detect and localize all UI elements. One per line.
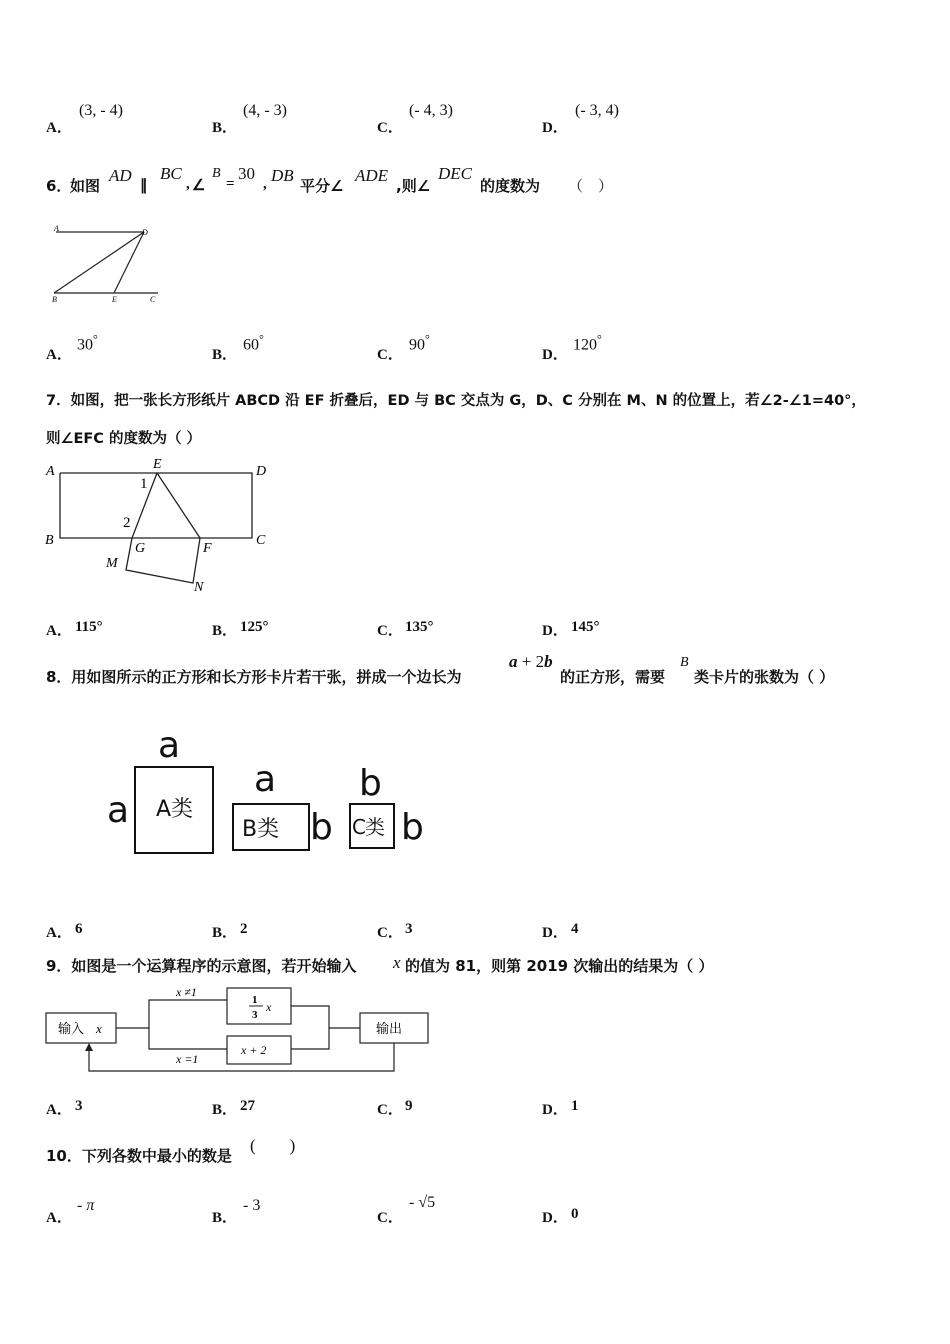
q9-option-c-value: 9 <box>405 1098 413 1114</box>
q8-text-2: 的正方形，需要 <box>560 668 666 686</box>
q6-comma-2: , <box>263 176 267 192</box>
q7-option-c-letter[interactable]: C． <box>377 623 403 639</box>
q6-option-d-value: 120° <box>573 332 602 354</box>
q8-card-a-left-label: a <box>107 790 130 831</box>
q8-card-c-top-label: b <box>359 763 382 804</box>
q7-label-n: N <box>194 580 204 595</box>
q7-label-2: 2 <box>123 515 131 531</box>
q6-label-d: D <box>142 228 148 237</box>
q8-option-d-value: 4 <box>571 921 579 937</box>
q6-b: B <box>212 166 221 181</box>
q10-stem: 10．下列各数中最小的数是 <box>46 1147 232 1165</box>
q7-figure <box>40 455 280 597</box>
q9-line-top-in <box>116 1000 227 1028</box>
q9-frac-var: x <box>266 1000 272 1014</box>
q6-option-c-letter[interactable]: C． <box>377 347 403 363</box>
q8-card-b <box>232 803 310 851</box>
q9-output-label: 输出 <box>376 1021 403 1036</box>
q7-option-d-letter[interactable]: D． <box>542 623 568 639</box>
q6-label-a: A <box>54 224 59 233</box>
q9-line-bottom-out <box>291 1028 329 1049</box>
q8-card-c <box>349 803 395 849</box>
q6-ad: AD <box>109 166 132 185</box>
q6-option-a-letter[interactable]: A． <box>46 347 72 363</box>
q7-option-c-value: 135° <box>405 619 434 635</box>
q8-expression: a + 2b <box>509 652 553 671</box>
q5-option-d-letter[interactable]: D． <box>542 120 568 136</box>
q9-option-b-letter[interactable]: B． <box>212 1102 238 1118</box>
q7-label-f: F <box>203 541 212 556</box>
q9-line-bottom-in <box>149 1028 227 1049</box>
q9-cond-bottom: x =1 <box>176 1052 199 1066</box>
q6-comma-1: , <box>186 176 190 192</box>
q7-label-m: M <box>106 556 118 571</box>
q7-line-ef <box>157 473 200 538</box>
q6-text-1: 如图 <box>70 177 101 195</box>
q10-paren: ( ) <box>250 1136 296 1155</box>
q6-bc: BC <box>160 164 182 183</box>
q7-rectangle <box>60 473 252 538</box>
q7-option-a-value: 115° <box>75 619 103 635</box>
q7-label-g: G <box>135 541 146 556</box>
q7-label-d: D <box>256 464 267 479</box>
q9-cond-top: x ≠1 <box>176 985 197 999</box>
q5-option-c-letter[interactable]: C． <box>377 120 403 136</box>
q9-input-label: 输入 <box>58 1021 85 1036</box>
q10-option-b-value: - 3 <box>243 1197 261 1214</box>
q6-option-c-value: 90° <box>409 332 430 354</box>
q9-text-2: 的值为 81，则第 2019 次输出的结果为（ ） <box>405 957 714 975</box>
q9-x: x <box>393 953 401 972</box>
q7-option-b-letter[interactable]: B． <box>212 623 238 639</box>
q5-option-d-value: (- 3, 4) <box>575 102 619 119</box>
q9-flowchart <box>44 983 434 1078</box>
q6-line-bd <box>54 232 144 293</box>
q8-text-1: 8．用如图所示的正方形和长方形卡片若干张，拼成一个边长为 <box>46 668 462 686</box>
q7-option-b-value: 125° <box>240 619 269 635</box>
q8-option-c-letter[interactable]: C． <box>377 925 403 941</box>
q10-option-a-value: - π <box>77 1197 95 1214</box>
q9-frac-den: 3 <box>252 1009 258 1021</box>
q8-option-a-value: 6 <box>75 921 83 937</box>
q8-option-b-letter[interactable]: B． <box>212 925 238 941</box>
q5-option-a-value: (3, - 4) <box>79 102 123 119</box>
q6-option-b-letter[interactable]: B． <box>212 347 238 363</box>
q8-card-a-text: A类 <box>156 797 194 822</box>
q8-option-d-letter[interactable]: D． <box>542 925 568 941</box>
q9-text-1: 9．如图是一个运算程序的示意图，若开始输入 <box>46 957 357 975</box>
q6-ade: ADE <box>355 166 389 185</box>
q10-option-a-letter[interactable]: A． <box>46 1210 72 1226</box>
q10-option-c-value: - √5 <box>409 1194 436 1211</box>
q7-stem-line-2: 则∠EFC 的度数为（ ） <box>46 431 202 447</box>
q6-paren: （ ） <box>568 179 614 195</box>
q9-line-top-out <box>291 1006 360 1028</box>
q10-option-b-letter[interactable]: B． <box>212 1210 238 1226</box>
q9-plus2-label: x + 2 <box>241 1043 267 1057</box>
q8-option-a-letter[interactable]: A． <box>46 925 72 941</box>
q9-frac-num: 1 <box>252 994 258 1006</box>
q8-option-b-value: 2 <box>240 921 248 937</box>
q7-label-b: B <box>45 533 54 548</box>
q5-option-b-letter[interactable]: B． <box>212 120 238 136</box>
q9-input-var: x <box>96 1021 102 1036</box>
q6-parallel: ∥ <box>140 178 148 194</box>
q6-eq: = <box>226 176 235 192</box>
q9-option-b-value: 27 <box>240 1098 255 1114</box>
q8-card-c-right-label: b <box>401 807 424 848</box>
q6-angle: ∠ <box>192 178 206 194</box>
q8-b-var: B <box>680 655 689 670</box>
q6-text-2: 平分∠ <box>300 177 344 195</box>
q6-label-b: B <box>52 295 57 304</box>
q7-label-e: E <box>153 457 162 472</box>
q9-option-a-value: 3 <box>75 1098 83 1114</box>
q8-option-c-value: 3 <box>405 921 413 937</box>
q6-label-c: C <box>150 295 156 304</box>
q6-option-b-value: 60° <box>243 332 264 354</box>
q6-dec: DEC <box>438 164 472 183</box>
q10-option-d-value: 0 <box>571 1206 579 1222</box>
q9-option-d-letter[interactable]: D． <box>542 1102 568 1118</box>
q8-card-a <box>134 766 214 854</box>
q8-card-b-right-label: b <box>310 807 333 848</box>
q7-label-a: A <box>46 464 55 479</box>
q5-option-b-value: (4, - 3) <box>243 102 287 119</box>
q6-figure <box>46 222 166 304</box>
q10-option-c-letter[interactable]: C． <box>377 1210 403 1226</box>
q6-label-e: E <box>112 295 117 304</box>
q8-card-c-text: C类 <box>352 815 384 839</box>
q6-number: 6． <box>46 177 72 195</box>
q7-option-a-letter[interactable]: A． <box>46 623 72 639</box>
q7-folded-part <box>126 473 200 583</box>
q6-db: DB <box>271 166 294 185</box>
q7-stem-line-1: 7．如图，把一张长方形纸片 ABCD 沿 EF 折叠后，ED 与 BC 交点为 G，D、C 分别在 M、N 的位置上，若∠2-∠1=40°， <box>46 393 866 409</box>
q6-option-d-letter[interactable]: D． <box>542 347 568 363</box>
q5-option-a-letter[interactable]: A． <box>46 120 72 136</box>
q6-val30: 30 <box>238 164 255 183</box>
q7-option-d-value: 145° <box>571 619 600 635</box>
q8-card-a-top-label: a <box>158 725 181 766</box>
q8-card-b-text: B类 <box>242 817 280 842</box>
q8-card-b-top-label: a <box>254 759 277 800</box>
q8-text-3: 类卡片的张数为（ ） <box>694 668 835 686</box>
q7-label-c: C <box>256 533 266 548</box>
q6-text-3: ,则∠ <box>396 177 431 195</box>
q9-option-c-letter[interactable]: C． <box>377 1102 403 1118</box>
q5-option-c-value: (- 4, 3) <box>409 102 453 119</box>
q9-feedback-arrow-icon <box>85 1043 93 1051</box>
q10-option-d-letter[interactable]: D． <box>542 1210 568 1226</box>
q6-text-4: 的度数为 <box>480 177 541 195</box>
q9-option-d-value: 1 <box>571 1098 579 1114</box>
q6-line-ed <box>114 232 144 293</box>
q9-option-a-letter[interactable]: A． <box>46 1102 72 1118</box>
q6-option-a-value: 30° <box>77 332 98 354</box>
q7-label-1: 1 <box>140 476 148 492</box>
